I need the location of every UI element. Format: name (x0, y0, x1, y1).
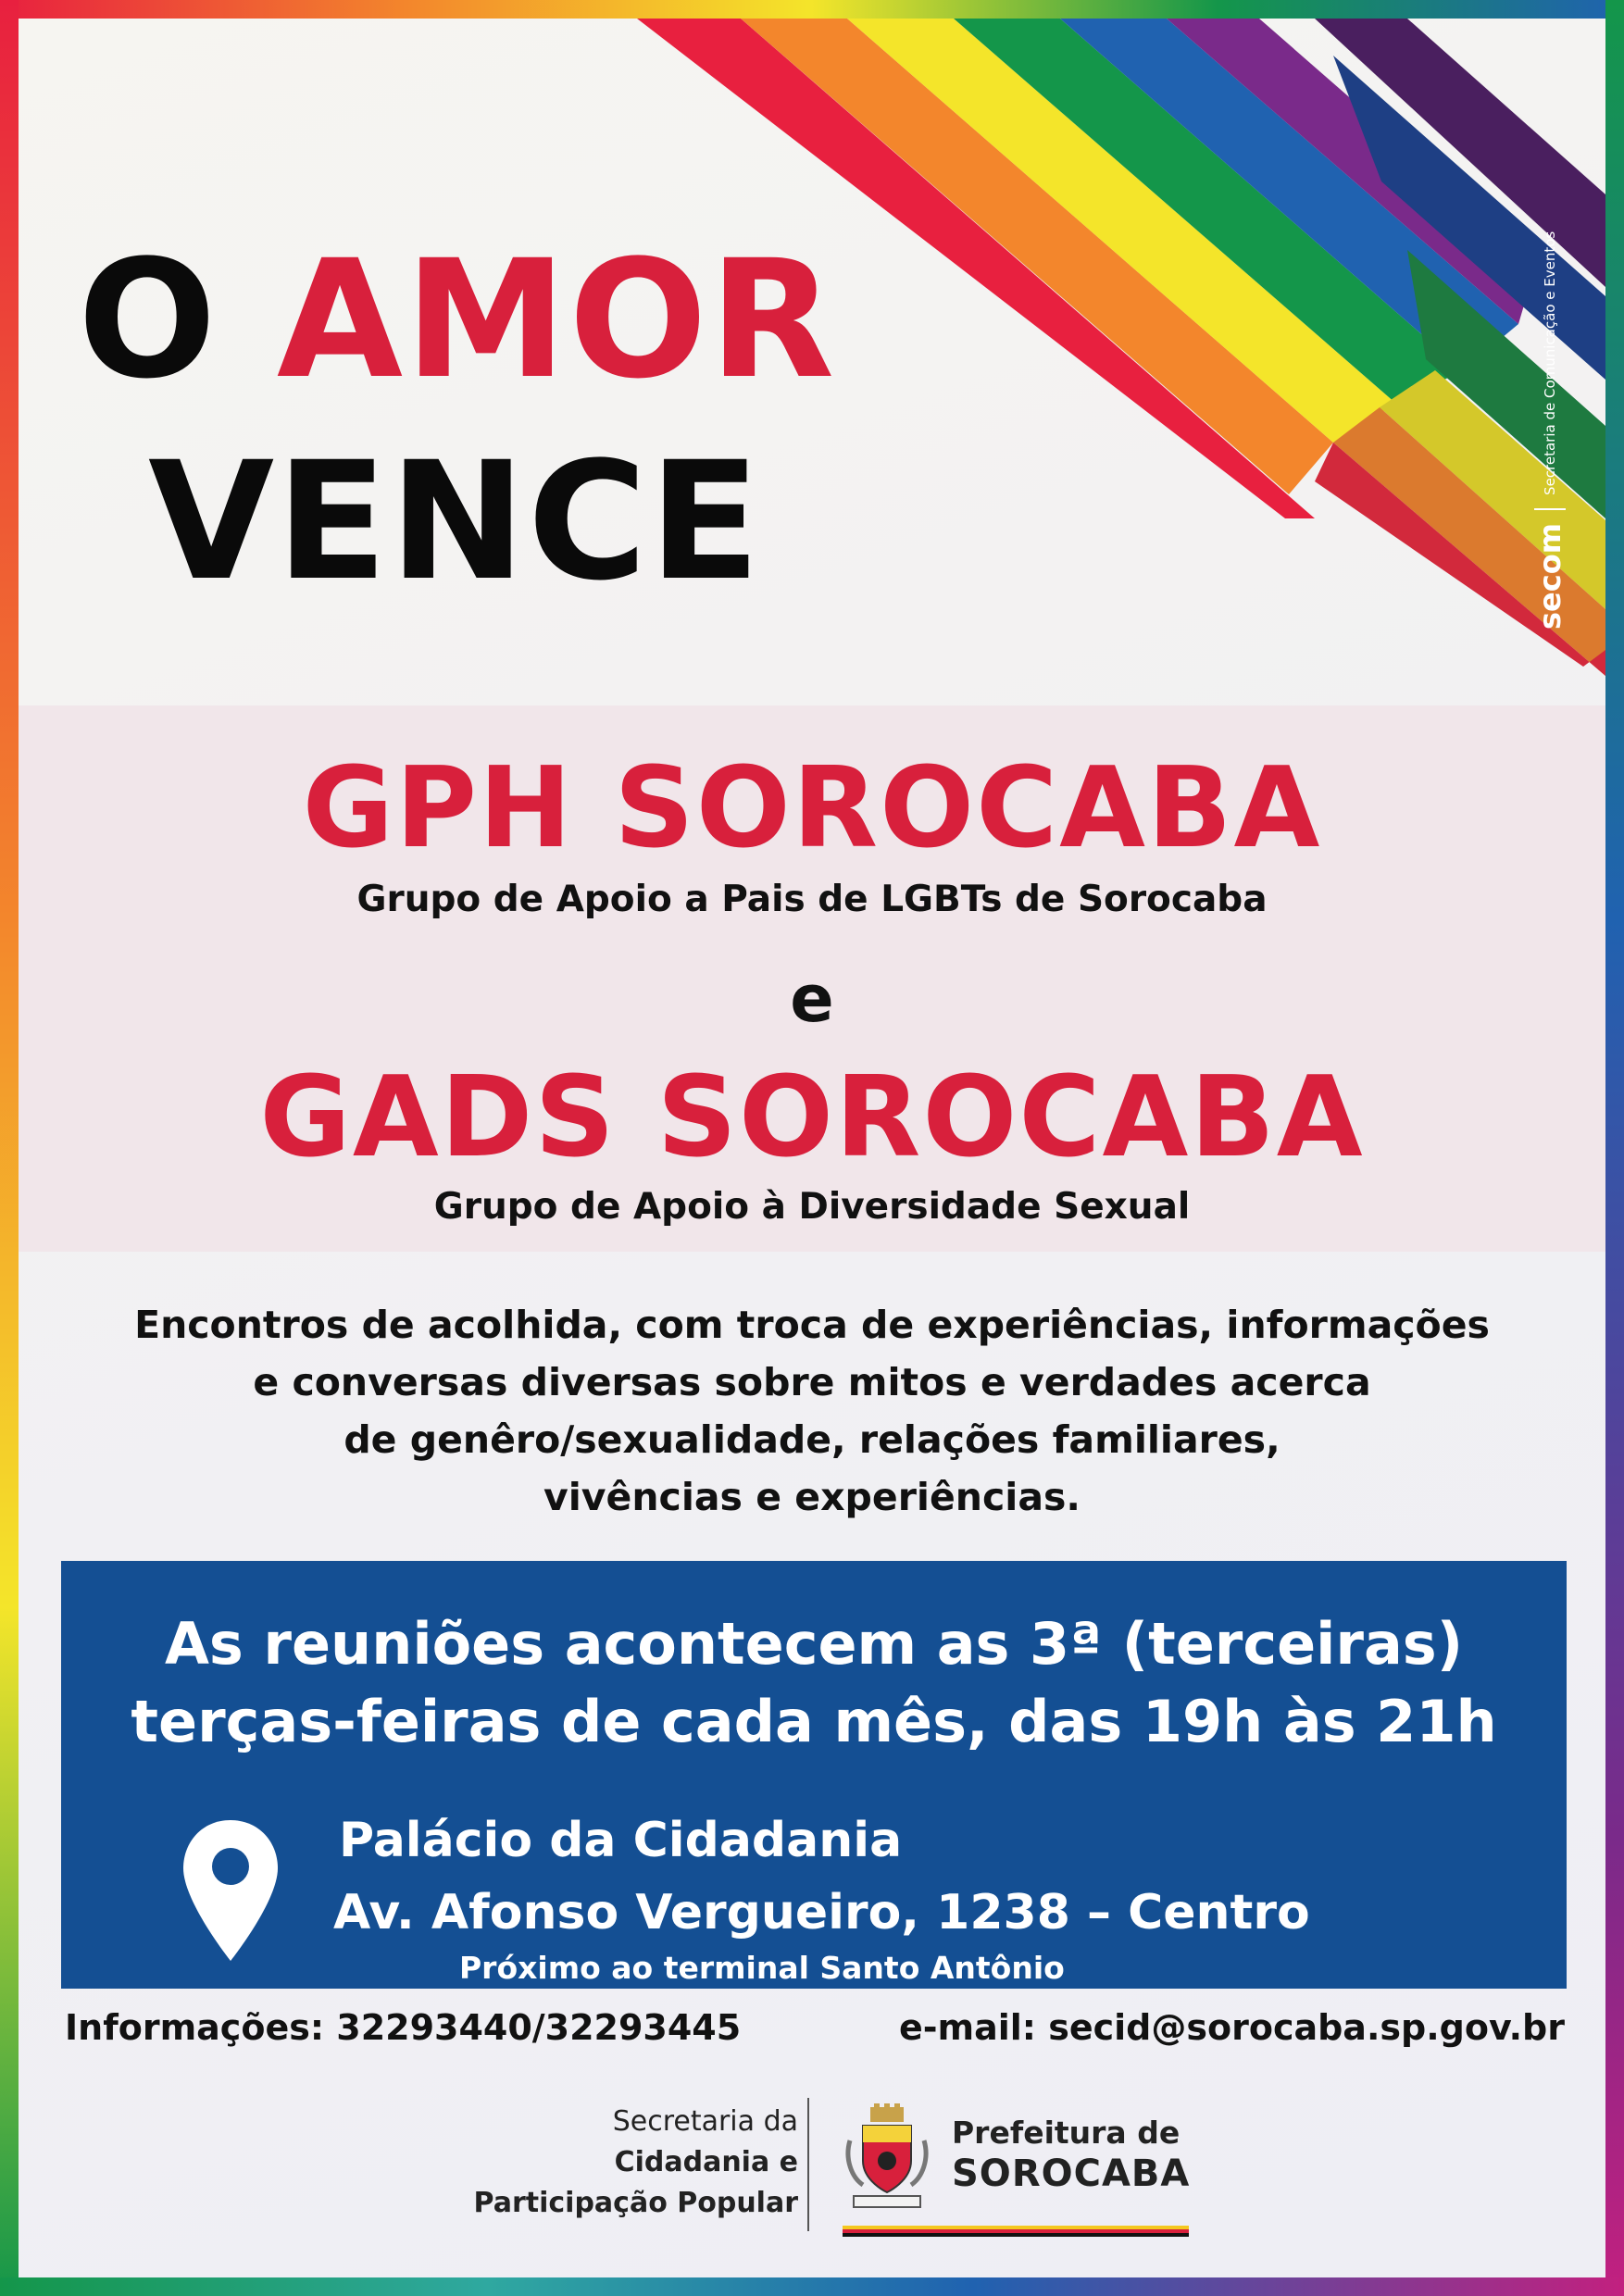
location-address: Av. Afonso Vergueiro, 1238 – Centro (333, 1885, 1310, 1940)
description (19, 1296, 1605, 1526)
org1-subtitle: Grupo de Apoio a Pais de LGBTs de Sorocaba (356, 879, 1268, 920)
headline-line-1 (78, 225, 837, 415)
secom-logo (1522, 148, 1578, 630)
poster-body (19, 19, 1605, 2277)
headline-word-amor: AMOR (276, 225, 837, 415)
org1-title: GPH SOROCABA (302, 744, 1322, 873)
location-name: Palácio da Cidadania (339, 1813, 903, 1868)
description-line: e conversas diversas sobre mitos e verdades acerca (253, 1360, 1371, 1404)
org2-title: GADS SOROCABA (259, 1054, 1365, 1182)
footer-divider (807, 2098, 809, 2231)
organizations-band (19, 705, 1605, 1252)
secom-subtitle: Secretaria de Comunicação e Eventos (1542, 231, 1558, 495)
secretaria-logo (474, 2102, 798, 2224)
prefeitura-logo (952, 2113, 1190, 2194)
location-near: Próximo ao terminal Santo Antônio (459, 1950, 1065, 1986)
contact-phones: Informações: 32293440/32293445 (65, 2007, 742, 2048)
schedule-text (61, 1605, 1567, 1761)
map-pin-icon (180, 1816, 281, 1965)
secretaria-line-3: Participação Popular (473, 2187, 798, 2219)
org2-subtitle: Grupo de Apoio à Diversidade Sexual (433, 1186, 1191, 1228)
prefeitura-line-1: Prefeitura de (952, 2115, 1181, 2151)
description-line: Encontros de acolhida, com troca de experiências, informações (134, 1303, 1490, 1347)
prefeitura-line-2: SOROCABA (952, 2152, 1191, 2195)
description-line: de genêro/sexualidade, relações familiares, (344, 1417, 1280, 1462)
connector-text: e (790, 961, 834, 1037)
contact-email: e-mail: secid@sorocaba.sp.gov.br (898, 2007, 1565, 2048)
prefeitura-stripe (843, 2226, 1189, 2237)
schedule-box (61, 1561, 1567, 1989)
secom-divider (1534, 508, 1566, 510)
secretaria-line-2: Cidadania e (614, 2146, 798, 2178)
sorocaba-crest-icon (843, 2103, 931, 2213)
schedule-line: terças-feiras de cada mês, das 19h às 21h (131, 1688, 1497, 1755)
secom-logo-text: secom (1532, 522, 1568, 630)
headline-word-o: O (78, 225, 277, 415)
schedule-line: As reuniões acontecem as 3ª (terceiras) (164, 1610, 1464, 1678)
secretaria-line-1: Secretaria da (612, 2105, 798, 2138)
description-line: vivências e experiências. (543, 1475, 1081, 1519)
headline-line-2: VENCE (148, 427, 763, 617)
